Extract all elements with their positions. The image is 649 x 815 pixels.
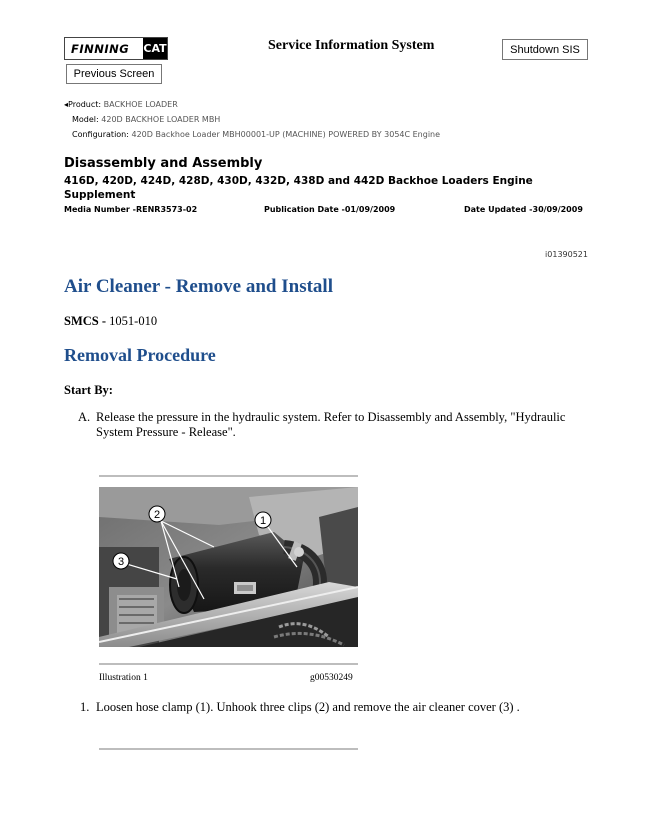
step-1-text: Loosen hose clamp (1). Unhook three clips (2) and remove the air cleaner cover (3) . (96, 700, 520, 714)
product-line (64, 100, 178, 109)
system-title: Service Information System (268, 38, 435, 53)
product-value: BACKHOE LOADER (103, 100, 178, 109)
air-cleaner-photo (99, 487, 358, 647)
section-subtitle: 416D, 420D, 424D, 428D, 430D, 432D, 438D and 442D Backhoe Loaders Engine Supplement (64, 175, 533, 201)
config-value: 420D Backhoe Loader MBH00001-UP (MACHINE) POWERED BY 3054C Engine (131, 130, 441, 139)
illustration-label: Illustration 1 (99, 673, 148, 683)
callout-2 (149, 506, 165, 522)
config-label: Configuration: (72, 130, 129, 139)
smcs-value: 1051-010 (109, 314, 158, 328)
media-number: Media Number -RENR3573-02 (64, 205, 198, 214)
document-id: i01390521 (545, 250, 588, 259)
divider-caption (99, 663, 358, 665)
date-updated: Date Updated -30/09/2009 (464, 205, 583, 214)
step-a-label: A. (78, 410, 91, 424)
divider-top (99, 475, 358, 477)
step-a-text: Release the pressure in the hydraulic system. Refer to Disassembly and Assembly, "Hydraulic System Pressure - Release". (96, 410, 566, 439)
svg-text:1: 1 (259, 515, 267, 527)
article-title: Air Cleaner - Remove and Install (64, 276, 333, 297)
illustration-photo (99, 487, 358, 647)
product-label: Product: (68, 100, 102, 109)
smcs-code (64, 314, 157, 329)
step-1 (80, 700, 590, 715)
svg-text:3: 3 (117, 556, 125, 568)
previous-screen-button[interactable]: Previous Screen (66, 64, 162, 84)
cat-badge: CAT (143, 38, 167, 59)
callout-1 (255, 512, 271, 528)
start-by-heading: Start By: (64, 383, 113, 397)
divider-bottom (99, 748, 358, 750)
procedure-title: Removal Procedure (64, 345, 216, 365)
model-value: 420D BACKHOE LOADER MBH (101, 115, 221, 124)
svg-text:2: 2 (153, 509, 161, 521)
smcs-label: SMCS - (64, 314, 110, 328)
back-arrow-icon: ◂ (64, 100, 69, 109)
finning-cat-logo (64, 37, 168, 60)
configuration-line (72, 130, 440, 139)
model-label: Model: (72, 115, 99, 124)
model-line (72, 115, 220, 124)
shutdown-sis-button[interactable]: Shutdown SIS (502, 39, 588, 60)
publication-date: Publication Date -01/09/2009 (264, 205, 396, 214)
step-a (78, 410, 588, 440)
logo-text: FINNING (71, 41, 130, 56)
step-1-label: 1. (80, 700, 90, 714)
section-title: Disassembly and Assembly (64, 156, 263, 171)
illustration-id: g00530249 (310, 673, 353, 683)
callout-3 (113, 553, 129, 569)
